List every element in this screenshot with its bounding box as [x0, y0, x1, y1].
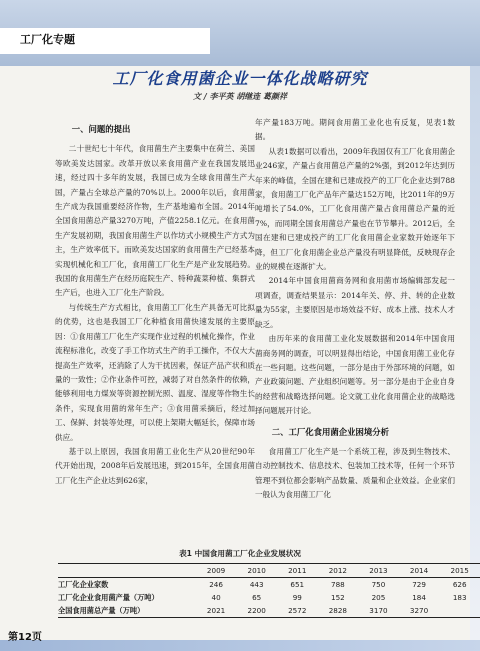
table-header-row [58, 564, 480, 578]
section-heading-2: 二、工厂化食用菌企业困境分析 [271, 426, 390, 437]
year-header: 2012 [318, 564, 359, 578]
table-cell: 205 [371, 593, 386, 602]
paragraph: 基于以上原因，我国食用菌工业化生产从20世纪90年代开始出现，2008年后发展迅速，到2015年，全国食用菌工厂化生产企业达到626家， [55, 446, 255, 485]
table-cell: 2021 [196, 604, 237, 618]
paragraph: 从表1数据可以看出，2009年我国仅有工厂化食用菌企业246家，产量占食用菌总产量的2%强，到2012年达到历年来的峰值，全国在建和已建成投产的工厂化企业达到788家，食用菌工厂化产品年产量达152万吨，比2011年的9万吨增长了54.0%，工厂化食用菌产量占食用菌总产量的近7%，而同期全国食用菌总产量也在节节攀升。2012后，全国在建和已建成投产的工厂化食用菌企业家数开始逐年下降，但工厂化食用菌企业总产量没有明显降低，反映现存企业的规模在逐渐扩大。 [255, 146, 455, 272]
article-title: 工厂化食用菌企业一体化战略研究 [112, 69, 368, 88]
table-cell: 183 [452, 593, 467, 602]
table-cell: 729 [412, 580, 426, 589]
table-row [58, 591, 480, 604]
table-cell: 99 [292, 593, 302, 602]
footer-band [0, 640, 480, 651]
year-header: 2013 [358, 564, 399, 578]
article-authors: 文 / 李平英 胡继连 葛颜祥 [192, 91, 288, 101]
table-cell: 2828 [318, 604, 359, 618]
year-header: 2014 [399, 564, 440, 578]
paragraph: 二十世纪七十年代，食用菌生产主要集中在荷兰、美国等欧美发达国家。改革开放以来食用菌产业在我国发展迅速，经过四十多年的发展，我国已成为全球食用菌生产大国，产量占全球总产量的70%以上。2000年以后，食用菌生产成为我国重要经济作物，生产基地遍布全国。2014年全国食用菌总产量3270万吨，产值2258.1亿元。在食用菌生产发展初期，我国食用菌生产以作坊式小规模生产方式为主，生产效率低下。而欧美发达国家的食用菌生产已经基本实现机械化和工厂化，食用菌工厂化生产是产业发展趋势。我国的食用菌生产在经历庭院生产、特种蔬菜种植、集群式生产后，也进入工厂化生产阶段。 [55, 144, 255, 298]
row-label: 工厂化企业食用菌产量（万吨） [58, 592, 159, 602]
table-row [58, 604, 480, 618]
row-label: 全国食用菌总产量（万吨） [58, 604, 196, 618]
year-header: 2011 [277, 564, 318, 578]
table-cell: 626 [452, 580, 467, 589]
left-column [55, 116, 255, 488]
table-cell: 152 [331, 593, 345, 602]
table-cell: 3270 [399, 604, 440, 618]
right-column [255, 116, 455, 503]
year-header: 2009 [196, 564, 237, 578]
data-table [58, 563, 480, 618]
table-header-blank [58, 564, 196, 578]
table-cell: 2200 [236, 604, 277, 618]
table-cell: 2572 [277, 604, 318, 618]
section-tag: 工厂化专题 [20, 33, 75, 46]
table-cell: 750 [371, 580, 386, 589]
table-cell: 40 [211, 593, 221, 602]
table-cell: 246 [209, 580, 223, 589]
table-cell: 184 [412, 593, 426, 602]
section-heading-1: 一、问题的提出 [71, 124, 131, 134]
year-header: 2015 [439, 564, 480, 578]
table-cell: 3170 [358, 604, 399, 618]
paragraph: 由历年来的食用菌工业化发展数据和2014年中国食用菌商务网的调查，可以明显得出结论，中国食用菌工业化存在一些问题。这些问题，一部分是由于外部环境的问题，如产业政策问题、产业组织问题等。另一部分是由于企业自身的经营和战略选择问题。论文就工业化食用菌企业的战略选择问题展开讨论。 [255, 334, 455, 416]
table-cell: 788 [331, 580, 345, 589]
paragraph: 年产量183万吨。期间食用菌工业化也有反复，见表1数据。 [255, 118, 455, 142]
year-header: 2010 [236, 564, 277, 578]
row-label: 工厂化企业家数 [58, 579, 109, 589]
table-cell: 443 [249, 580, 264, 589]
table-cell: 651 [290, 580, 305, 589]
table-row [58, 578, 480, 592]
paragraph: 食用菌工厂化生产是一个系统工程，涉及到生物技术、自动控制技术、信息技术、包装加工技术等，任何一个环节管理不到位都会影响产品数量、质量和企业效益。企业家们一般认为食用菌工厂化 [255, 446, 455, 500]
table-cell: 65 [252, 593, 262, 602]
page-number: 第12页 [8, 632, 42, 643]
table-cell [439, 604, 480, 618]
table-caption: 表1 中国食用菌工厂化企业发展状况 [179, 549, 301, 558]
paragraph: 2014年中国食用菌商务网和食用菌市场编辑部发起一项调查，调查结果显示：2014年关、停、并、转的企业数量为55家，主要原因是市场效益不好、成本上涨、技术人才缺乏。 [255, 276, 455, 329]
paragraph: 与传统生产方式相比，食用菌工厂化生产具备无可比拟的优势，这也是我国工厂化种植食用菌快速发展的主要原因：①食用菌工厂化生产实现作业过程的机械化操作，作业流程标准化，改变了手工作坊式生产的手工操作，不仅大大提高生产效率，还消除了人为干扰因素，保证产品产状和质量的一致性；②作业条件可控，减弱了对自然条件的依赖，能够利用电力煤炭等资源控制光照、温度、湿度等作物生长条件，实现食用菌的常年生产；③食用菌采摘后，经过加工、保鲜、封装等处理，可以使上架期大幅延长，保障市场供应。 [55, 302, 255, 442]
